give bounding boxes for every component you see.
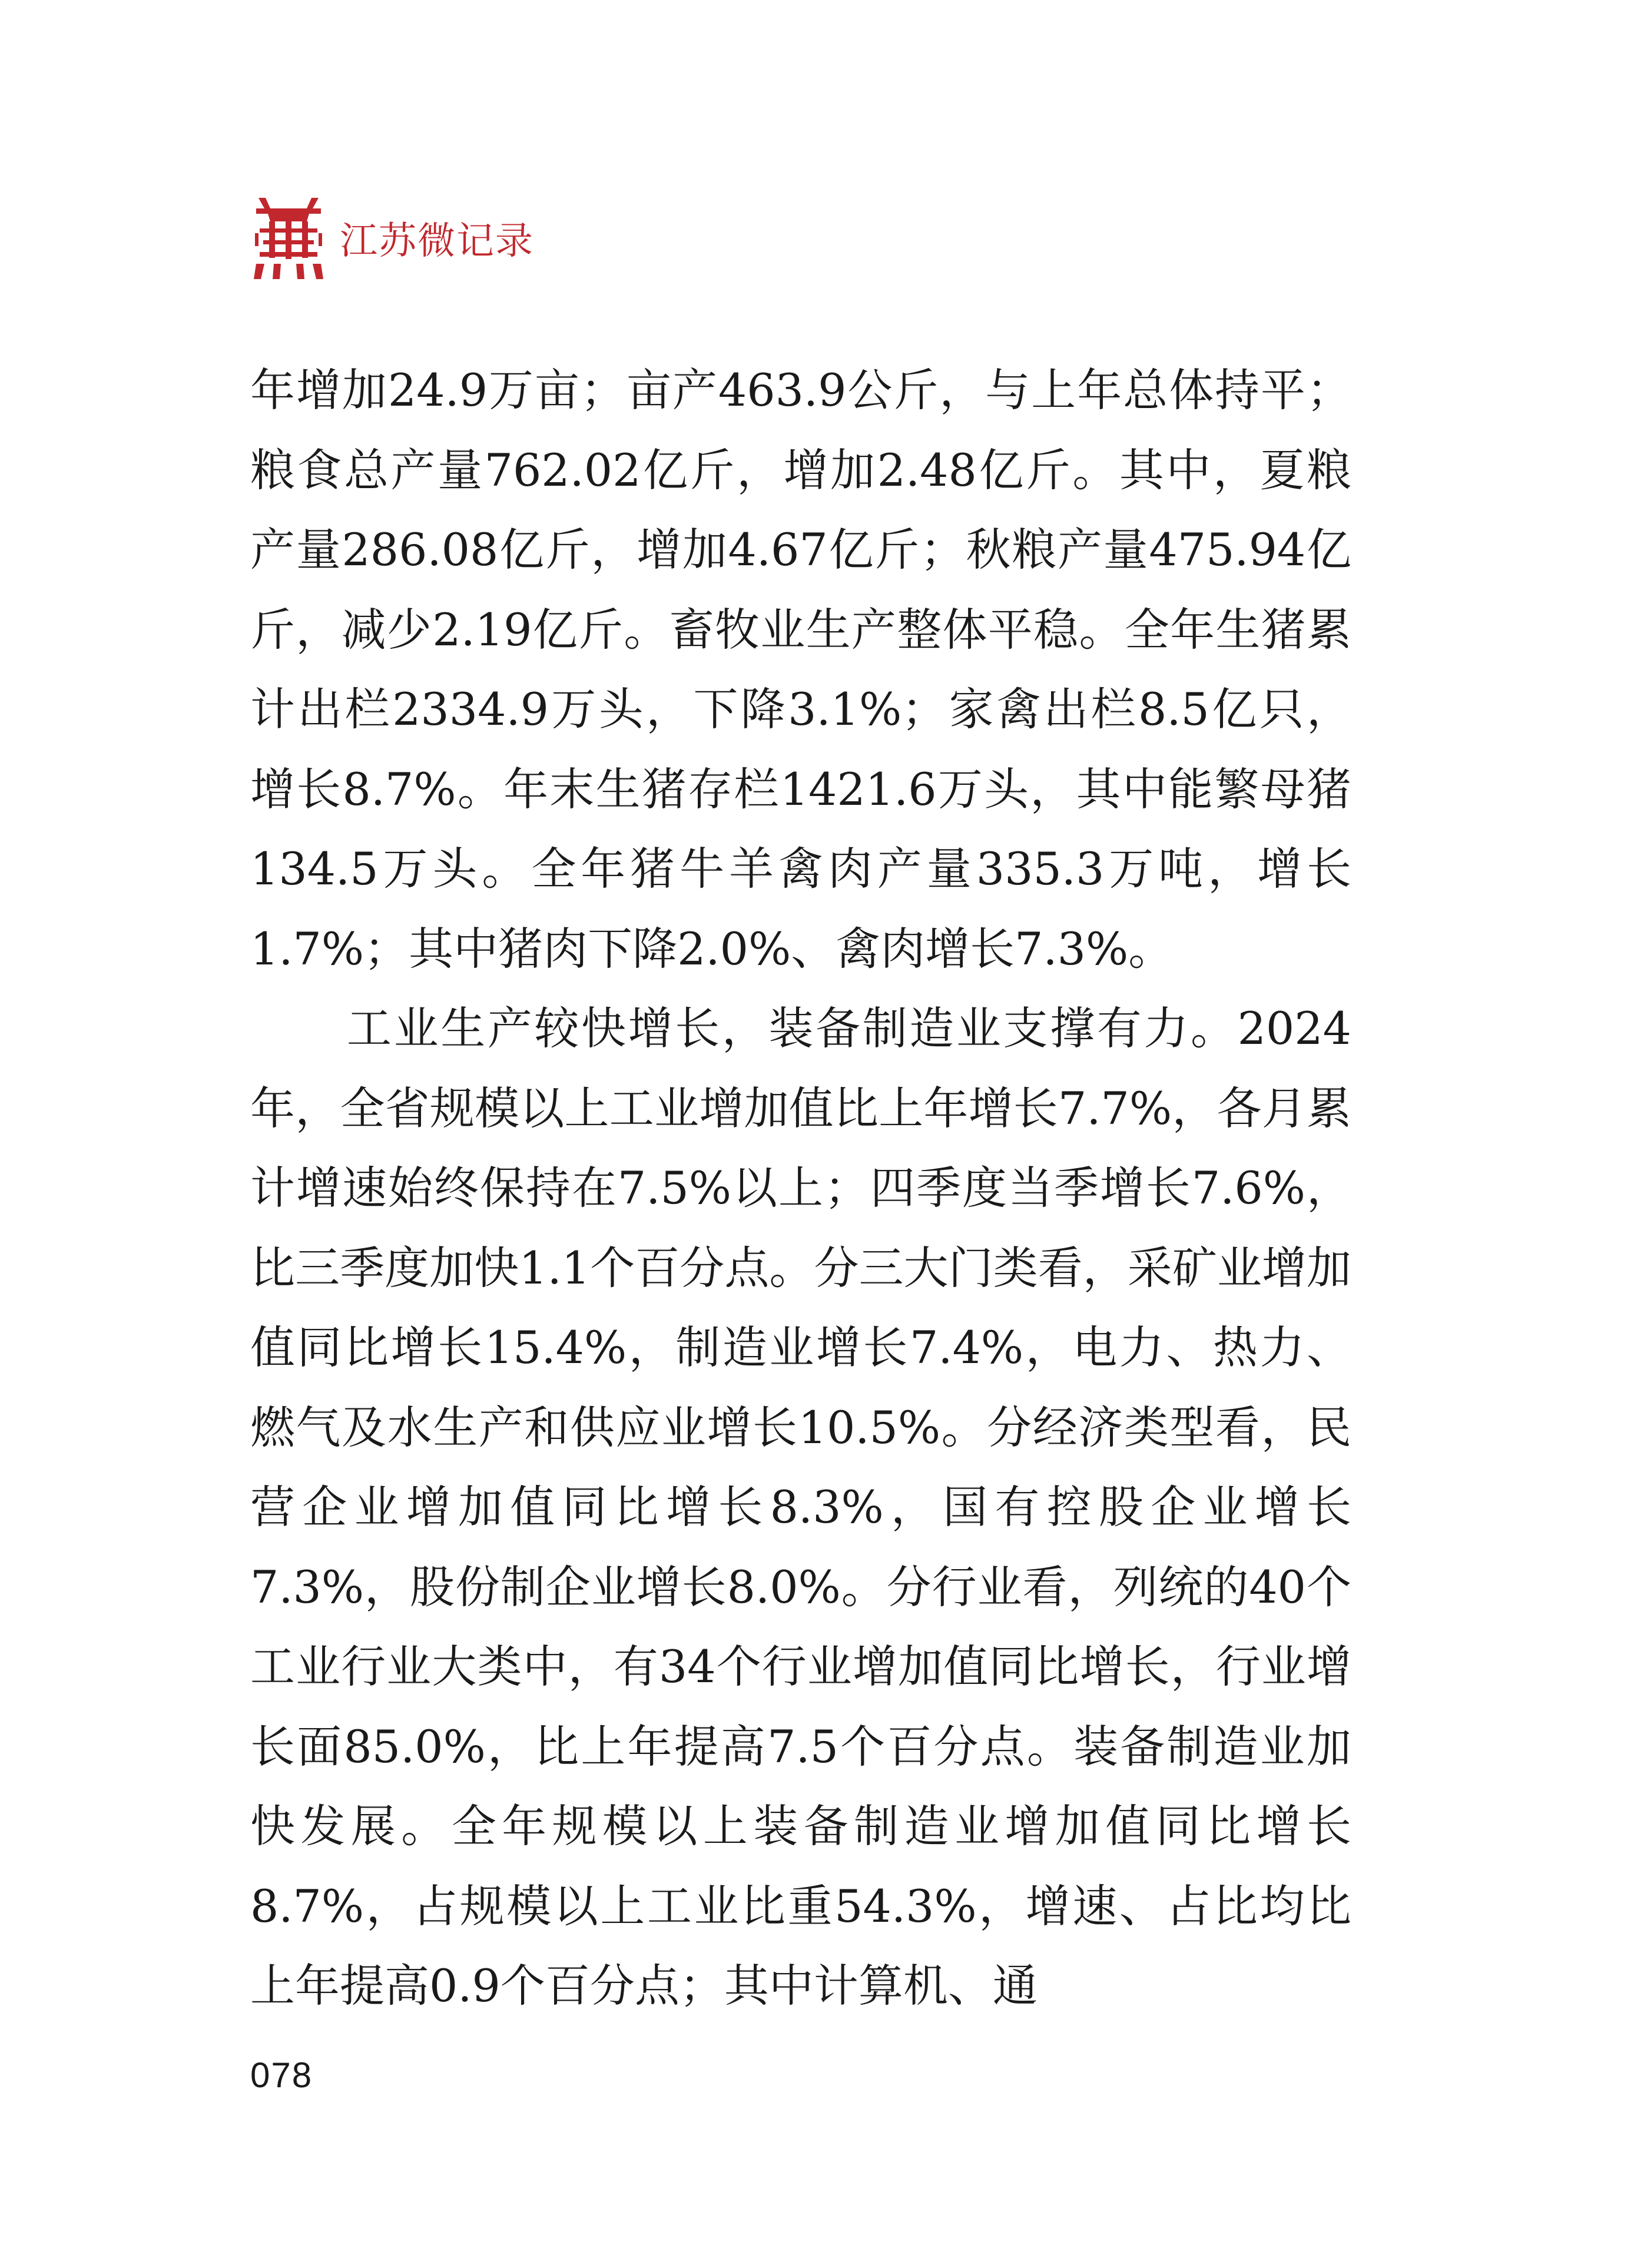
- page-header: [250, 191, 534, 286]
- body-text: [250, 350, 1351, 2026]
- page-number: 078: [250, 2055, 313, 2095]
- header-title: 江苏微记录: [340, 220, 534, 263]
- paragraph-agriculture: 年增加24.9万亩；亩产463.9公斤，与上年总体持平；粮食总产量762.02亿斤，增加2.48亿斤。其中，夏粮产量286.08亿斤，增加4.67亿斤；秋粮产量475.94亿斤，减少2.19亿斤。畜牧业生产整体平稳。全年生猪累计出栏2334.9万头，下降3.1%；家禽出栏8.5亿只，增长8.7%。年末生猪存栏1421.6万头，其中能繁母猪134.5万头。全年猪牛羊禽肉产量335.3万吨，增长1.7%；其中猪肉下降2.0%、禽肉增长7.3%。: [250, 364, 1351, 975]
- paragraph-industry: 工业生产较快增长，装备制造业支撑有力。2024年，全省规模以上工业增加值比上年增长7.7%，各月累计增速始终保持在7.5%以上；四季度当季增长7.6%，比三季度加快1.1个百分点。分三大门类看，采矿业增加值同比增长15.4%，制造业增长7.4%，电力、热力、燃气及水生产和供应业增长10.5%。分经济类型看，民营企业增加值同比增长8.3%，国有控股企业增长7.3%，股份制企业增长8.0%。分行业看，列统的40个工业行业大类中，有34个行业增加值同比增长，行业增长面85.0%，比上年提高7.5个百分点。装备制造业加快发展。全年规模以上装备制造业增加值同比增长8.7%，占规模以上工业比重54.3%，增速、占比均比上年提高0.9个百分点；其中计算机、通: [250, 1002, 1351, 2012]
- jiangsu-seal-logo-icon: [250, 194, 327, 283]
